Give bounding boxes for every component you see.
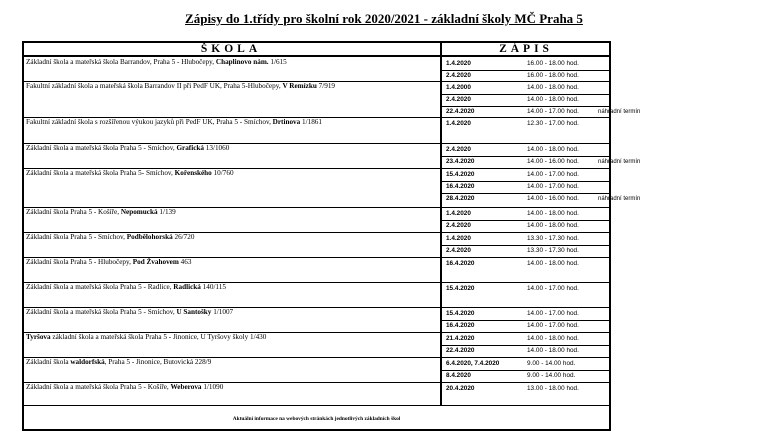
slot-time: 14.00 - 17.00 hod. bbox=[527, 183, 579, 190]
school-name-street: Pod Žvahovem bbox=[132, 258, 179, 266]
header-school: ŠKOLA bbox=[200, 43, 262, 55]
school-name-prefix: Základní škola a mateřská škola Praha 5 - Radlice, bbox=[26, 283, 174, 291]
school-name-suffix: 10/760 bbox=[211, 169, 234, 177]
slot-time: 16.00 - 18.00 hod. bbox=[527, 72, 579, 79]
slot-time: 14.00 - 17.00 hod. bbox=[527, 171, 579, 178]
school-name-suffix: 7/919 bbox=[316, 82, 336, 90]
slot-time: 14.00 - 18.00 hod. bbox=[527, 347, 579, 354]
school-name-street: Tyršova bbox=[26, 333, 51, 341]
slot-date: 22.4.2020 bbox=[446, 108, 475, 115]
school-name-street: Chaplinovo nám. bbox=[215, 58, 269, 66]
slot-date: 22.4.2020 bbox=[446, 347, 475, 354]
school-name bbox=[26, 208, 176, 217]
slot-note: náhradní termín bbox=[598, 109, 641, 115]
slot-date: 16.4.2020 bbox=[446, 260, 475, 267]
slot-time: 13.30 - 17.30 hod. bbox=[527, 247, 579, 254]
enrolment-slot bbox=[442, 345, 610, 357]
school-name-suffix: 463 bbox=[178, 258, 192, 266]
slot-time: 9.00 - 14.00 hod. bbox=[527, 360, 576, 367]
slot-date: 23.4.2020 bbox=[446, 158, 475, 165]
slot-time: 14.00 - 16.00 hod. bbox=[527, 195, 579, 202]
school-name-street: waldorfská bbox=[70, 358, 105, 366]
slot-date: 2.4.2020 bbox=[446, 222, 471, 229]
slot-date: 28.4.2020 bbox=[446, 195, 475, 202]
footer-divider bbox=[22, 405, 611, 406]
school-name-suffix: základní škola a mateřská škola Praha 5 - Jinonice, U Tyršovy školy 1/430 bbox=[50, 333, 267, 341]
school-name-prefix: Základní škola Praha 5 - Smíchov, bbox=[26, 233, 127, 241]
school-name bbox=[26, 308, 233, 317]
slot-date: 1.4.2020 bbox=[446, 120, 471, 127]
slot-time: 14.00 - 18.00 hod. bbox=[527, 222, 579, 229]
slot-date: 16.4.2020 bbox=[446, 322, 475, 329]
school-name bbox=[26, 233, 194, 242]
slot-date: 8.4.2020 bbox=[446, 372, 471, 379]
slot-time: 14.00 - 18.00 hod. bbox=[527, 335, 579, 342]
slot-time: 14.00 - 17.00 hod. bbox=[527, 310, 579, 317]
slot-time: 9.00 - 14.00 hod. bbox=[527, 372, 576, 379]
school-name-suffix: 1/1861 bbox=[300, 118, 322, 126]
enrolment-slot bbox=[442, 118, 610, 130]
school-name-street: V Remízku bbox=[282, 82, 317, 90]
school-name-suffix: 1/1090 bbox=[201, 383, 224, 391]
school-name bbox=[26, 58, 287, 67]
school-name bbox=[26, 144, 229, 153]
school-name-street: Kořenského bbox=[174, 169, 212, 177]
enrolment-slot bbox=[442, 258, 610, 270]
header-divider bbox=[22, 55, 611, 57]
slot-note: náhradní termín bbox=[598, 159, 641, 165]
school-name-street: Podbělohorská bbox=[126, 233, 173, 241]
school-name-street: Weberova bbox=[170, 383, 202, 391]
school-name-prefix: Základní škola Praha 5 - Košíře, bbox=[26, 208, 121, 216]
slot-date: 16.4.2020 bbox=[446, 183, 475, 190]
slot-time: 12.30 - 17.00 hod. bbox=[527, 120, 579, 127]
enrolment-slot bbox=[442, 245, 610, 257]
enrolment-slot bbox=[442, 193, 641, 205]
school-name-street: Nepomucká bbox=[120, 208, 158, 216]
school-name bbox=[26, 118, 322, 127]
slot-date: 2.4.2020 bbox=[446, 96, 471, 103]
school-name bbox=[26, 358, 211, 367]
slot-date: 2.4.2020 bbox=[446, 72, 471, 79]
enrolment-slot bbox=[442, 220, 610, 232]
school-name-prefix: Základní škola a mateřská škola Praha 5 - Smíchov, bbox=[26, 308, 177, 316]
slot-time: 14.00 - 17.00 hod. bbox=[527, 108, 579, 115]
school-name bbox=[26, 283, 226, 292]
school-name-suffix: 1/1007 bbox=[211, 308, 234, 316]
enrolment-slot bbox=[442, 283, 610, 295]
slot-date: 15.4.2020 bbox=[446, 285, 475, 292]
slot-time: 13.00 - 18.00 hod. bbox=[527, 385, 579, 392]
school-name-suffix: 13/1060 bbox=[203, 144, 230, 152]
slot-time: 13.30 - 17.30 hod. bbox=[527, 235, 579, 242]
slot-date: 15.4.2020 bbox=[446, 310, 475, 317]
enrolment-slot bbox=[442, 383, 610, 395]
slot-date: 6.4.2020, 7.4.2020 bbox=[446, 360, 500, 367]
slot-time: 14.00 - 17.00 hod. bbox=[527, 322, 579, 329]
school-name-suffix: 26/720 bbox=[172, 233, 195, 241]
school-name-prefix: Základní škola a mateřská škola Barrandov, Praha 5 - Hlubočepy, bbox=[26, 58, 216, 66]
school-name bbox=[26, 258, 191, 267]
slot-time: 14.00 - 18.00 hod. bbox=[527, 146, 579, 153]
slot-time: 14.00 - 18.00 hod. bbox=[527, 260, 579, 267]
school-name-street: Drtinova bbox=[272, 118, 301, 126]
slot-note: náhradní termín bbox=[598, 196, 641, 202]
slot-time: 16.00 - 18.00 hod. bbox=[527, 60, 579, 67]
slot-date: 1.4.2020 bbox=[446, 235, 471, 242]
slot-date: 1.4.2020 bbox=[446, 60, 471, 67]
slot-time: 14.00 - 17.00 hod. bbox=[527, 285, 579, 292]
school-name-prefix: Základní škola a mateřská škola Praha 5 - Košíře, bbox=[26, 383, 171, 391]
school-name bbox=[26, 383, 223, 392]
footer-note: Aktuální informace na webových stránkách jednotlivých základních škol bbox=[232, 416, 401, 422]
enrolment-slot bbox=[442, 156, 641, 168]
school-name-suffix: , Praha 5 - Jinonice, Butovická 228/9 bbox=[104, 358, 212, 366]
school-name-suffix: 1/615 bbox=[268, 58, 287, 66]
school-name bbox=[26, 333, 266, 342]
enrolment-slot bbox=[442, 320, 610, 332]
enrolment-slot bbox=[442, 370, 610, 382]
slot-time: 14.00 - 18.00 hod. bbox=[527, 210, 579, 217]
slot-time: 14.00 - 18.00 hod. bbox=[527, 84, 579, 91]
school-name bbox=[26, 82, 335, 91]
school-name-street: Grafická bbox=[176, 144, 204, 152]
slot-date: 15.4.2020 bbox=[446, 171, 475, 178]
page-title: Zápisy do 1.třídy pro školní rok 2020/2021 - základní školy MČ Praha 5 bbox=[185, 11, 583, 26]
school-name-street: Radlická bbox=[173, 283, 201, 291]
slot-date: 1.4.2000 bbox=[446, 84, 471, 91]
school-name bbox=[26, 169, 234, 178]
school-name-prefix: Fakultní základní škola a mateřská škola Barrandov II při PedF UK, Praha 5-Hlubočepy, bbox=[26, 82, 283, 90]
slot-date: 1.4.2020 bbox=[446, 210, 471, 217]
school-name-prefix: Základní škola bbox=[26, 358, 71, 366]
slot-date: 21.4.2020 bbox=[446, 335, 475, 342]
school-name-suffix: 140/115 bbox=[200, 283, 226, 291]
slot-time: 14.00 - 16.00 hod. bbox=[527, 158, 579, 165]
school-name-prefix: Fakultní základní škola s rozšířenou výukou jazyků při PedF UK, Praha 5 - Smíchov, bbox=[26, 118, 273, 126]
school-name-street: U Santošky bbox=[176, 308, 212, 316]
school-name-prefix: Základní škola a mateřská škola Praha 5- Smíchov, bbox=[26, 169, 175, 177]
header-enrolment: ZÁPIS bbox=[499, 43, 553, 55]
slot-date: 20.4.2020 bbox=[446, 385, 475, 392]
slot-date: 2.4.2020 bbox=[446, 146, 471, 153]
slot-date: 2.4.2020 bbox=[446, 247, 471, 254]
school-name-prefix: Základní škola a mateřská škola Praha 5 - Smíchov, bbox=[26, 144, 177, 152]
slot-time: 14.00 - 18.00 hod. bbox=[527, 96, 579, 103]
school-name-prefix: Základní škola Praha 5 - Hlubočepy, bbox=[26, 258, 133, 266]
school-name-suffix: 1/139 bbox=[157, 208, 176, 216]
